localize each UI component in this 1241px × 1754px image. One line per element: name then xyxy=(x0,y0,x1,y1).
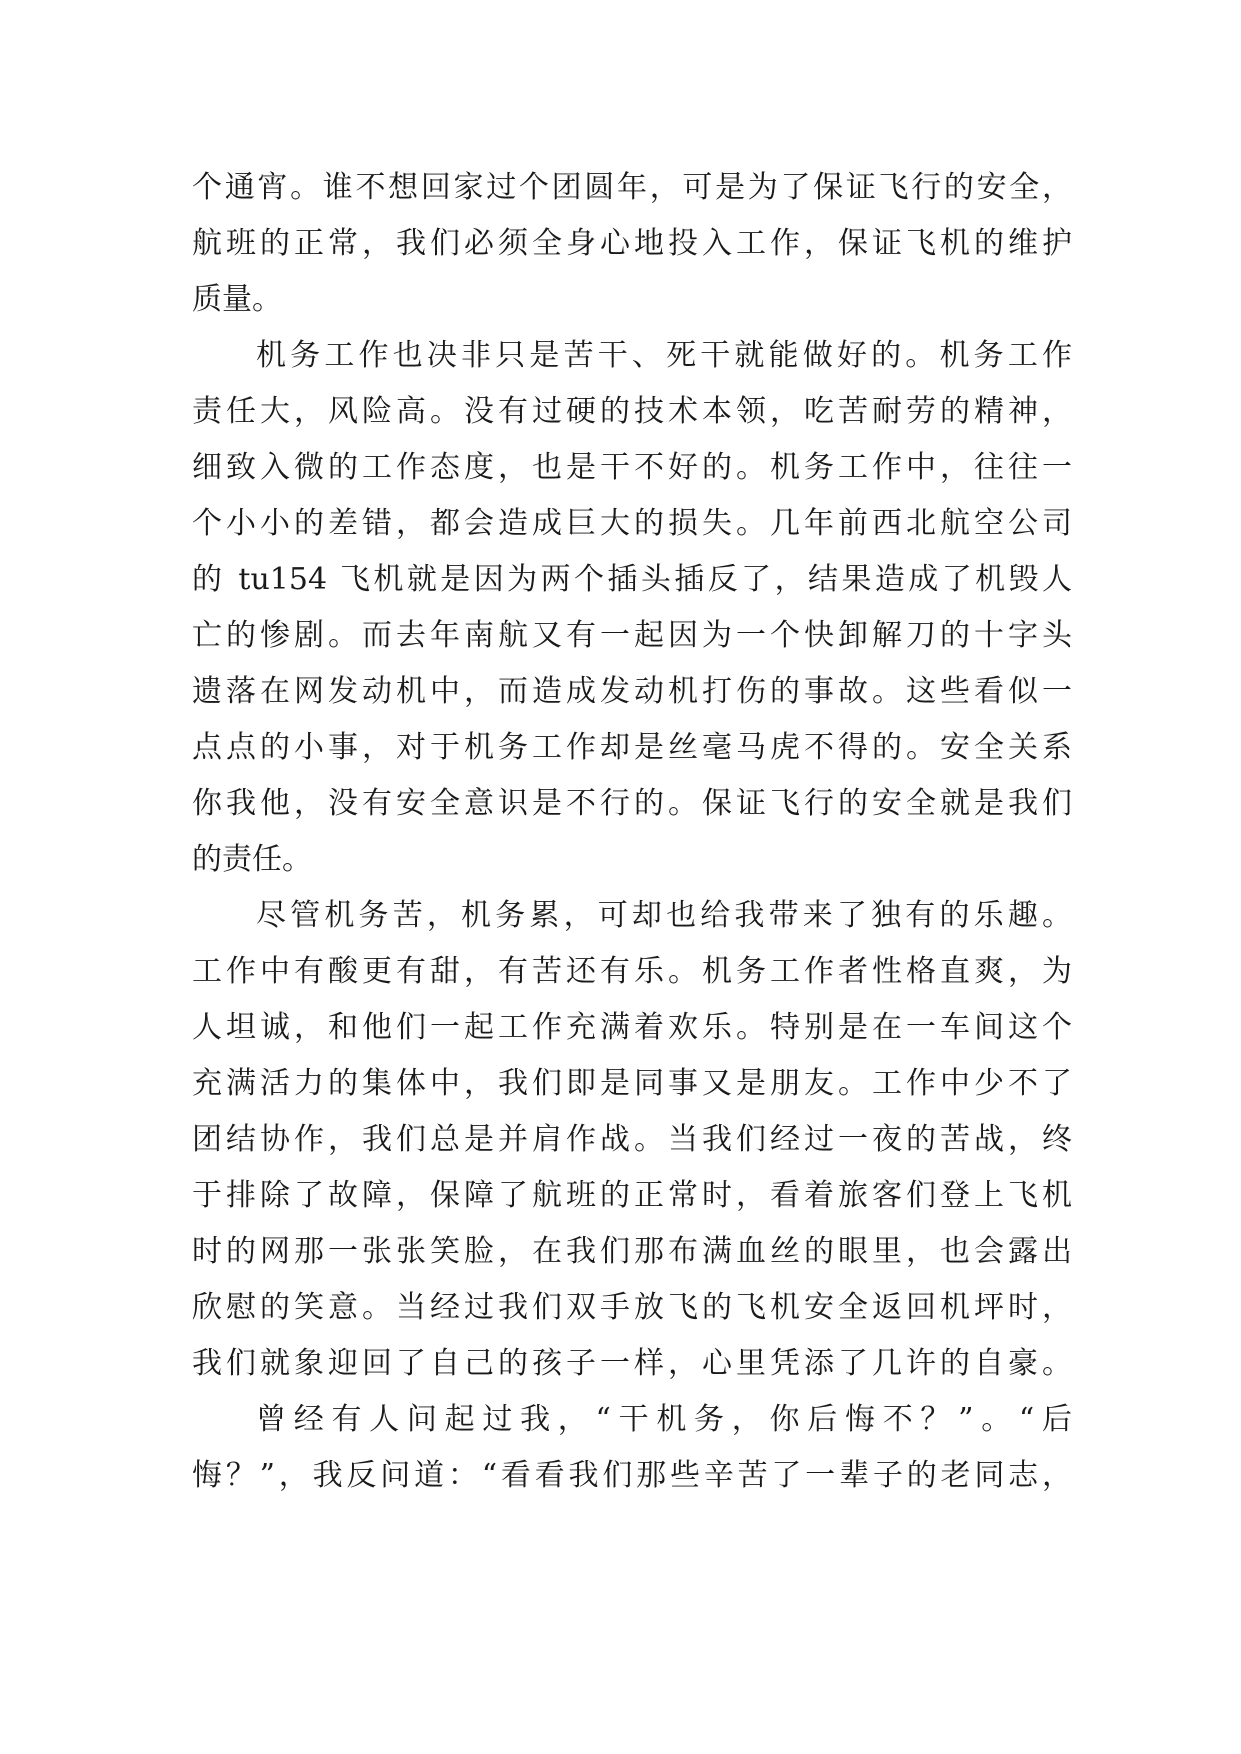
text-line: 欣慰的笑意。当经过我们双手放飞的飞机安全返回机坪时， xyxy=(192,1290,1072,1325)
text-line: 细致入微的工作态度，也是干不好的。机务工作中，往往一 xyxy=(192,450,1072,485)
text-line: 充满活力的集体中，我们即是同事又是朋友。工作中少不了 xyxy=(192,1066,1072,1101)
text-line: 我们就象迎回了自己的孩子一样，心里凭添了几许的自豪。 xyxy=(192,1346,1072,1381)
text-line: 于排除了故障，保障了航班的正常时，看着旅客们登上飞机 xyxy=(192,1178,1072,1213)
text-line: 亡的惨剧。而去年南航又有一起因为一个快卸解刀的十字头 xyxy=(192,618,1072,653)
text-line: 点点的小事，对于机务工作却是丝毫马虎不得的。安全关系 xyxy=(192,730,1072,765)
paragraph-first-line: 尽管机务苦，机务累，可却也给我带来了独有的乐趣。 xyxy=(256,898,1072,933)
text-line: 时的网那一张张笑脸，在我们那布满血丝的眼里，也会露出 xyxy=(192,1234,1072,1269)
text-line: 质量。 xyxy=(192,282,282,317)
text-line: 个小小的差错，都会造成巨大的损失。几年前西北航空公司 xyxy=(192,506,1072,541)
text-line: 人坦诚，和他们一起工作充满着欢乐。特别是在一车间这个 xyxy=(192,1010,1072,1045)
text-line: 个通宵。谁不想回家过个团圆年，可是为了保证飞行的安全， xyxy=(192,170,1072,205)
paragraph-first-line: 机务工作也决非只是苦干、死干就能做好的。机务工作 xyxy=(256,338,1072,373)
text-line: 责任大，风险高。没有过硬的技术本领，吃苦耐劳的精神， xyxy=(192,394,1072,429)
text-line: 悔？”，我反问道：“看看我们那些辛苦了一辈子的老同志， xyxy=(192,1458,1072,1493)
text-line: 你我他，没有安全意识是不行的。保证飞行的安全就是我们 xyxy=(192,786,1072,821)
text-line: 航班的正常，我们必须全身心地投入工作，保证飞机的维护 xyxy=(192,226,1072,261)
text-line: 工作中有酸更有甜，有苦还有乐。机务工作者性格直爽，为 xyxy=(192,954,1072,989)
text-line: 遗落在网发动机中，而造成发动机打伤的事故。这些看似一 xyxy=(192,674,1072,709)
text-line: 团结协作，我们总是并肩作战。当我们经过一夜的苦战，终 xyxy=(192,1122,1072,1157)
paragraph-first-line: 曾经有人问起过我，“干机务，你后悔不？”。“后 xyxy=(256,1402,1072,1437)
text-line: 的责任。 xyxy=(192,842,312,877)
text-line: 的 tu154 飞机就是因为两个插头插反了，结果造成了机毁人 xyxy=(192,562,1072,597)
